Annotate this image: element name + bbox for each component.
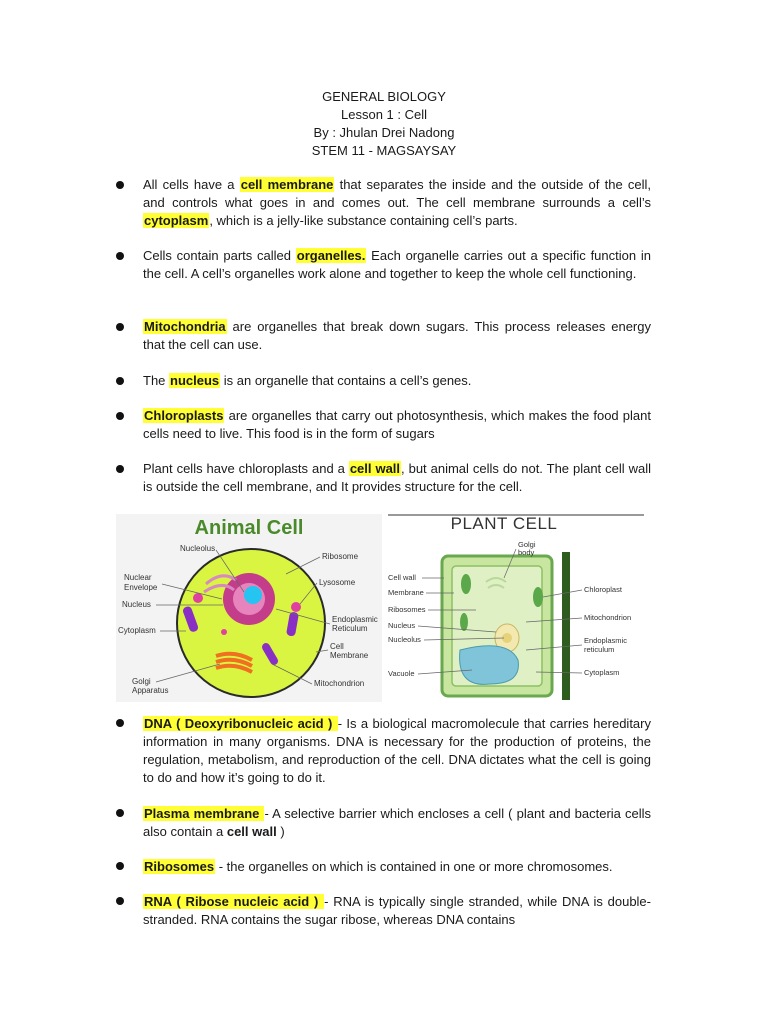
plant-cell-title: PLANT CELL [450,514,558,533]
highlight-term: Ribosomes [144,859,215,874]
label-ribosomes: Ribosomes [388,605,426,614]
bullet-icon [116,252,124,260]
label-cell-wall: Cell wall [388,573,416,582]
highlight-term: cytoplasm [144,213,209,228]
label-mitochondrion: Mitochondrion [584,613,632,622]
animal-cell-diagram [116,514,382,702]
chloroplast-shape [533,587,543,607]
text-span: , which is a jelly-like substance containing cell’s parts. [209,213,518,228]
label-golgi: Golgi [518,540,536,549]
bullet-icon [116,465,124,473]
label-lysosome: Lysosome [319,578,356,587]
label-er-2: reticulum [584,645,615,654]
header-subject: GENERAL BIOLOGY [322,89,446,104]
label-cell-membrane-2: Membrane [330,651,369,660]
label-golgi-2: Apparatus [132,686,169,695]
label-er: Endoplasmic [332,615,378,624]
label-er: Endoplasmic [584,636,627,645]
paragraph-plasma-membrane [143,805,651,841]
label-ribosome: Ribosome [322,552,359,561]
text-span: that separates the inside and the outside of the cell, and controls what goes in and comes out. The cell membrane surrounds a cell’s [143,177,651,210]
vacuole-shape [460,646,519,685]
label-nucleus: Nucleus [388,621,416,630]
text-span: , but animal cells do not. The plant cell wall is outside the cell membrane, and It provides structure for the cell. [143,461,651,494]
bullet-icon [116,323,124,331]
text-span: - Is a biological macromolecule that carries hereditary information in many organisms. DNA is necessary for the production of proteins, the regulation, metabolism, and reproduction of the cell. DNA dictates what the cell is going to do and how it’s going to do it. [143,716,651,785]
neighbor-cell-wall [562,552,570,700]
paragraph-mitochondria [143,318,651,354]
text-span: - A selective barrier which encloses a cell ( plant and bacteria cells also contain a [143,806,651,839]
paragraph-dna [143,715,651,787]
label-golgi-2: body [518,548,535,557]
bullet-icon [116,719,124,727]
text-span: ) [276,824,285,839]
text-span: are organelles that break down sugars. This process releases energy that the cell can use. [143,319,651,352]
highlight-term: RNA ( Ribose nucleic acid ) [144,894,324,909]
paragraph-ribosomes [143,858,651,876]
nucleolus-shape [244,586,262,604]
label-nucleolus: Nucleolus [180,544,216,553]
paragraph-cell-membrane [143,176,651,230]
label-nucleolus: Nucleolus [388,635,421,644]
chloroplast-shape [460,613,468,631]
bold-term: cell wall [226,824,277,839]
label-nucleus: Nucleus [122,600,151,609]
text-span: are organelles that carry out photosynthesis, which makes the food plant cells need to live. This food is in the form of sugars [143,408,651,441]
label-vacuole: Vacuole [388,669,415,678]
label-nuclear-envelope-2: Envelope [124,583,158,592]
bullet-icon [116,862,124,870]
paragraph-cell-wall [143,460,651,496]
bullet-icon [116,377,124,385]
label-cell-membrane: Cell [330,642,344,651]
highlight-term: Chloroplasts [144,408,224,423]
highlight-term: Mitochondria [144,319,226,334]
text-span: - the organelles on which is contained in one or more chromosomes. [215,859,613,874]
animal-cell-title: Animal Cell [194,517,304,539]
highlight-term: Plasma membrane [144,806,264,821]
bullet-icon [116,809,124,817]
highlight-term: cell wall [349,461,401,476]
text-span: All cells have a [143,177,240,192]
document-header [0,88,768,160]
label-cytoplasm: Cytoplasm [584,668,620,677]
header-section: STEM 11 - MAGSAYSAY [311,143,457,158]
label-membrane: Membrane [388,588,424,597]
label-nuclear-envelope: Nuclear [124,573,152,582]
lysosome-shape [291,602,301,612]
plant-cell-diagram [386,512,646,702]
ribosome-dot [221,629,227,635]
header-lesson: Lesson 1 : Cell [341,107,427,122]
label-er-2: Reticulum [332,624,368,633]
paragraph-chloroplasts [143,407,651,443]
text-span: Plant cells have chloroplasts and a [143,461,349,476]
label-chloroplast: Chloroplast [584,585,622,594]
bullet-icon [116,412,124,420]
label-cytoplasm: Cytoplasm [118,626,156,635]
text-span: is an organelle that contains a cell’s genes. [220,373,472,388]
label-golgi: Golgi [132,677,151,686]
text-span: The [143,373,170,388]
highlight-term: cell membrane [240,177,334,192]
text-span: - RNA is typically single stranded, while DNA is double-stranded. RNA contains the sugar ribose, whereas DNA contains [143,894,651,927]
highlight-term: nucleus [170,373,220,388]
paragraph-rna [143,893,651,929]
lysosome-shape [193,593,203,603]
paragraph-organelles [143,247,651,283]
bullet-icon [116,181,124,189]
bullet-icon [116,897,124,905]
label-mitochondrion: Mitochondrion [314,679,365,688]
chloroplast-shape [461,574,471,594]
highlight-term: organelles. [296,248,366,263]
paragraph-nucleus [143,372,651,390]
highlight-term: DNA ( Deoxyribonucleic acid ) [144,716,337,731]
text-span: Each organelle carries out a specific function in the cell. A cell’s organelles work alone and together to keep the whole cell functioning. [143,248,651,281]
header-author: By : Jhulan Drei Nadong [313,125,455,140]
text-span: Cells contain parts called [143,248,296,263]
